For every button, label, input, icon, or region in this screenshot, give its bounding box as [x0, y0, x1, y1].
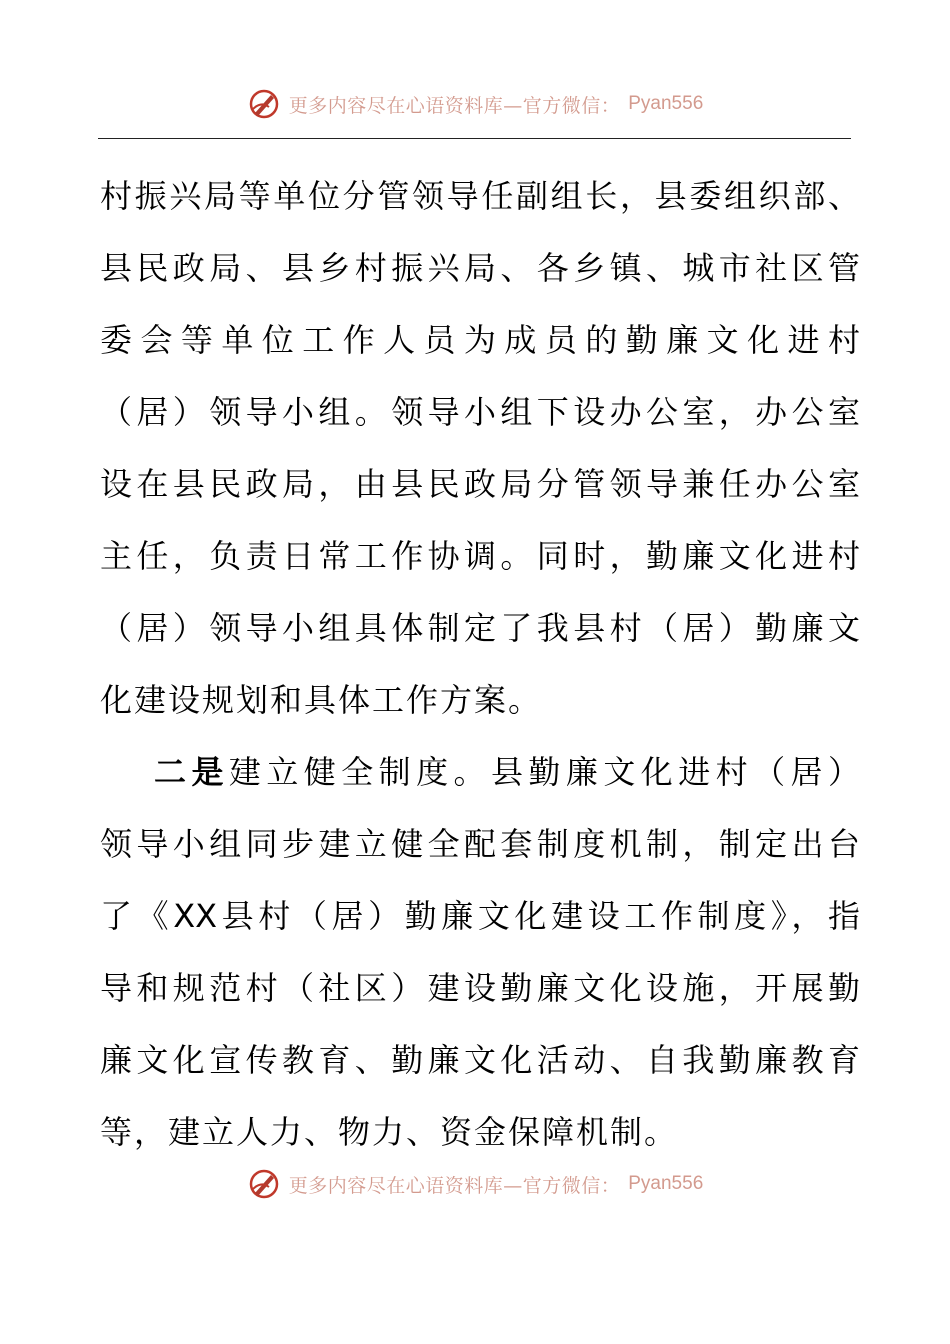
watermark-id: Pyan556	[628, 1173, 704, 1194]
text-line: 领导小组同步建立健全配套制度机制，制定出台	[100, 825, 860, 863]
document-body	[100, 160, 860, 1168]
text-line: 等，建立人力、物力、资金保障机制。	[100, 1113, 679, 1151]
text-line: （居）领导小组具体制定了我县村（居）勤廉文	[100, 609, 860, 647]
text-line: 村振兴局等单位分管领导任副组长，县委组织部、	[100, 177, 860, 215]
text-line: 了《XX县村（居）勤廉文化建设工作制度》，指	[100, 897, 860, 935]
watermark-id: Pyan556	[628, 93, 704, 114]
watermark	[247, 87, 704, 121]
text-line: 县民政局、县乡村振兴局、各乡镇、城市社区管	[100, 249, 860, 287]
text-line: 廉文化宣传教育、勤廉文化活动、自我勤廉教育	[100, 1041, 860, 1079]
text-line: 委会等单位工作人员为成员的勤廉文化进村	[100, 321, 860, 359]
header-divider	[98, 138, 851, 139]
text-line: 导和规范村（社区）建设勤廉文化设施，开展勤	[100, 969, 860, 1007]
pen-nib-logo-icon	[247, 1167, 281, 1201]
text-line: （居）领导小组。领导小组下设办公室，办公室	[100, 393, 860, 431]
footer-watermark	[0, 1164, 950, 1204]
paragraph-lead: 二是	[154, 753, 229, 791]
text-line: 主任，负责日常工作协调。同时，勤廉文化进村	[100, 537, 860, 575]
text-line: 设在县民政局，由县民政局分管领导兼任办公室	[100, 465, 860, 503]
header-watermark	[0, 84, 950, 124]
watermark	[247, 1167, 704, 1201]
paragraph-first-line	[100, 736, 860, 808]
text-line: 化建设规划和具体工作方案。	[100, 681, 543, 719]
watermark-text: 更多内容尽在心语资料库—官方微信：	[288, 1174, 621, 1197]
pen-nib-logo-icon	[247, 87, 281, 121]
paragraph-first-line-text: 建立健全制度。县勤廉文化进村（居）	[228, 753, 860, 791]
watermark-text: 更多内容尽在心语资料库—官方微信：	[288, 94, 621, 117]
